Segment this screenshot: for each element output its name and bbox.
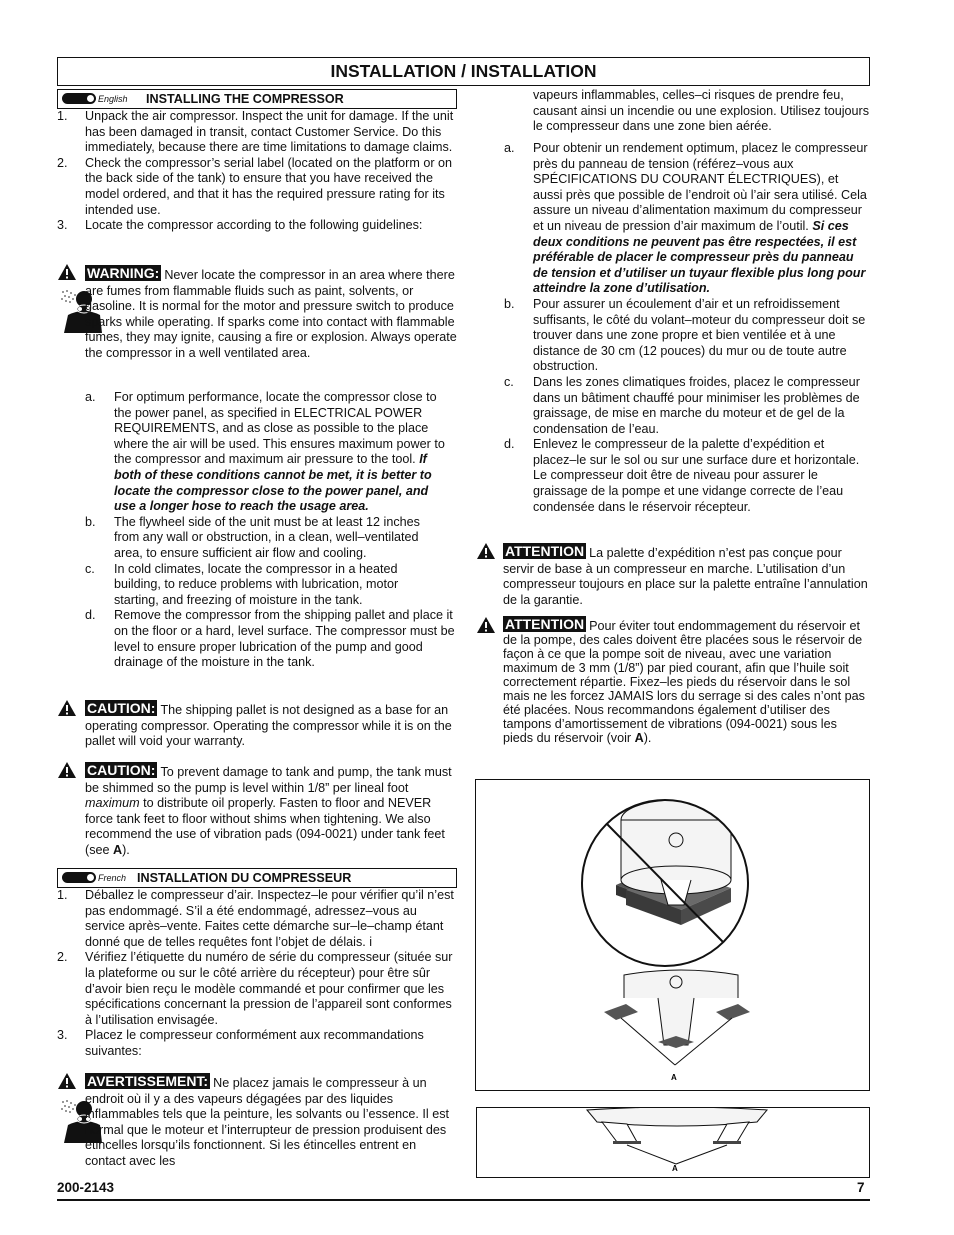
figure-label-a: A [671, 1073, 677, 1082]
document-number: 200-2143 [57, 1180, 115, 1195]
list-item: c. In cold climates, locate the compressor in a heated building, to reduce problems with lubrication, motor starting, and freezing of moisture in the tank. [85, 561, 399, 607]
tank-feet-illustration [477, 1108, 869, 1177]
list-item: b. The flywheel side of the unit must be at least 12 inches from any wall or obstruction, in a clean, well–ventilated area, to ensure sufficient air flow and cooling. [85, 514, 420, 560]
french-warning-continued: vapeurs inflammables, celles–ci risques de prendre feu, causant ainsi un incendie ou une explosion. Utilisez toujours le compresseur dans une zone bien aérée. [533, 88, 870, 134]
section-header-french [57, 868, 457, 888]
list-item: b. Pour assurer un écoulement d’air et un refroidissement suffisants, le côté du volant–moteur du compresseur doit se trouver dans une zone propre et bien ventilée et à une distance de 30 cm (12 pouces) du mur ou de toute autre obstruction. [504, 296, 866, 374]
english-subitems [57, 390, 457, 671]
section-header-english [57, 89, 457, 109]
attention-triangle-icon [476, 542, 496, 560]
list-item: c. Dans les zones climatiques froides, placez le compresseur dans un bâtiment chauffé pour minimiser les problèmes de graissage, de mise en marche du moteur et de gel de la condensation de l’eau. [504, 374, 860, 436]
figure-label-a: A [672, 1164, 678, 1173]
language-pill-icon [62, 93, 96, 104]
attention-label: ATTENTION [505, 616, 585, 632]
language-tag-english: English [60, 92, 138, 106]
list-item: 3. Locate the compressor according to the following guidelines: [57, 218, 423, 233]
page-title: INSTALLATION / INSTALLATION [57, 57, 870, 86]
section-title: INSTALLING THE COMPRESSOR [146, 92, 344, 106]
section-title: INSTALLATION DU COMPRESSEUR [137, 871, 352, 885]
french-attention-pallet: ATTENTION La palette d’expédition n’est pas conçue pour servir de base à un compresseur en marche. L’utilisation d’un compresseur toujours en place sur la palette entraîne l’annulation de la garantie. [503, 543, 868, 607]
english-list [57, 109, 457, 234]
compressor-illustration [476, 780, 869, 1090]
list-item: 2. Check the compressor’s serial label (located on the platform or on the back side of the tank) to ensure that you have received the model ordered, and that it has the required pressure rating for its intended use. [57, 155, 453, 217]
warning-triangle-icon [57, 1072, 77, 1090]
list-item: a. For optimum performance, locate the compressor close to the power panel, as specified in ELECTRICAL POWER REQUIREMENTS, and as close as possible to the place where the air will be used. This ensures maximum power to the compressor and maximum air pressure to the tool. If both of these conditions cannot be met, it is better to locate the compressor close to the power panel, and use a longer hose to reach the usage area. [85, 390, 445, 514]
attention-triangle-icon [476, 616, 496, 634]
english-caution-pallet: CAUTION: The shipping pallet is not designed as a base for an operating compressor. Operating the compressor while it is on the pallet will void your warranty. [85, 700, 452, 749]
language-tag-french: French [60, 871, 138, 885]
list-item: 2. Vérifiez l’étiquette du numéro de série du compresseur (située sur la plateforme ou sur le côté arrière du récepteur) pour être sûr d’avoir bien reçu le modèle commandé et pour confirmer que les spécifications concernant la pression de l’appareil sont conformes à l’utilisation envisagée. [57, 950, 453, 1027]
caution-label: CAUTION: [87, 762, 156, 778]
french-subitems [476, 141, 870, 515]
language-pill-icon [62, 872, 96, 883]
page-number: 7 [857, 1180, 865, 1195]
list-item: d. Enlevez le compresseur de la palette d’expédition et placez–le sur le sol ou sur une surface dure et horizontale. Le compresseur doit être de niveau pour assurer le graissage de la pompe et une vidange correcte de l’eau condensée dans le réservoir récepteur. [504, 437, 860, 514]
warning-label: WARNING: [87, 265, 160, 281]
english-warning: WARNING: Never locate the compressor in an area where there are fumes from flammable fluids such as paint, solvents, or gasoline. It is normal for the motor and pressure switch to produce sparks while operating. If sparks come into contact with flammable fumes, they may ignite, causing a fire or explosion. Always operate the compressor in a well ventilated area. [85, 265, 457, 360]
warning-triangle-icon [57, 263, 77, 281]
attention-label: ATTENTION [505, 543, 585, 559]
warning-label: AVERTISSEMENT: [87, 1073, 209, 1089]
figure-pallet-and-shims [475, 779, 870, 1091]
list-item: 3. Placez le compresseur conformément aux recommandations suivantes: [57, 1028, 424, 1058]
french-attention-shim: ATTENTION Pour éviter tout endommagement du réservoir et de la pompe, des cales doivent être placées sous le réservoir de façon à ce que la pompe soit de niveau, avec une variation maximum de 3 mm (1/8”) par pied courant, afin que l’huile soit correctement répartie. Fixez–les pieds du réservoir dans le sol mais ne les forcez JAMAIS lors du serrage si des cales n’ont pas été placées. Nous recommandons également d’utiliser des tampons d’amortissement de vibrations (094-0021) sous les pieds du réservoir (voir A). [503, 616, 865, 745]
caution-triangle-icon [57, 761, 77, 779]
caution-triangle-icon [57, 699, 77, 717]
french-warning: AVERTISSEMENT: Ne placez jamais le compresseur à un endroit où il y a des vapeurs dégagées par des liquides inflammables tels que la peinture, les solvants ou l’essence. Il est normal que le moteur et l’interrupteur de pression produisent des étincelles lorsqu’ils fonctionnent. Si les étincelles entrent en contact avec les [85, 1073, 450, 1168]
list-item: 1. Déballez le compresseur d’air. Inspectez–le pour vérifier qu’il n’est pas endommagé. S’il a été endommagé, adressez–vous au service après–vente. Faites cette démarche sur–le–champ étant donné que de telles requêtes font l’objet de délais. i [57, 888, 454, 949]
list-item: a. Pour obtenir un rendement optimum, placez le compresseur près du panneau de tension (référez–vous aux SPÉCIFICATIONS DU COURANT ÉLECTRIQUES), et aussi près que possible de l’endroit où l’air sera utilisé. Cela assure un niveau d’alimentation maximum du compresseur et un niveau de pression d’air maximum de l’outil. Si ces deux conditions ne peuvent pas être respectées, il est préférable de placer le compresseur près du panneau de tension et d’utiliser un tuyaur flexible plus long pour atteindre la zone d’utilisation. [504, 141, 868, 296]
list-item: 1. Unpack the air compressor. Inspect the unit for damage. If the unit has been damaged in transit, contact Customer Service. Do this immediately, because there are time limitations to damage claims. [57, 109, 454, 155]
french-list [57, 888, 457, 1060]
list-item: d. Remove the compressor from the shipping pallet and place it on the floor or a hard, level surface. The compressor must be level to ensure proper lubrication of the pump and good drainage of the moisture in the tank. [85, 608, 455, 670]
figure-tank-feet [476, 1107, 870, 1178]
caution-label: CAUTION: [87, 700, 156, 716]
footer-divider [57, 1199, 870, 1201]
english-caution-shim: CAUTION: To prevent damage to tank and pump, the tank must be shimmed so the pump is level within 1/8” per lineal foot maximum to distribute oil properly. Fasten to floor and NEVER force tank feet to floor without shims when tightening. We also recommend the use of vibration pads (094-0021) under tank feet (see A). [85, 762, 452, 857]
